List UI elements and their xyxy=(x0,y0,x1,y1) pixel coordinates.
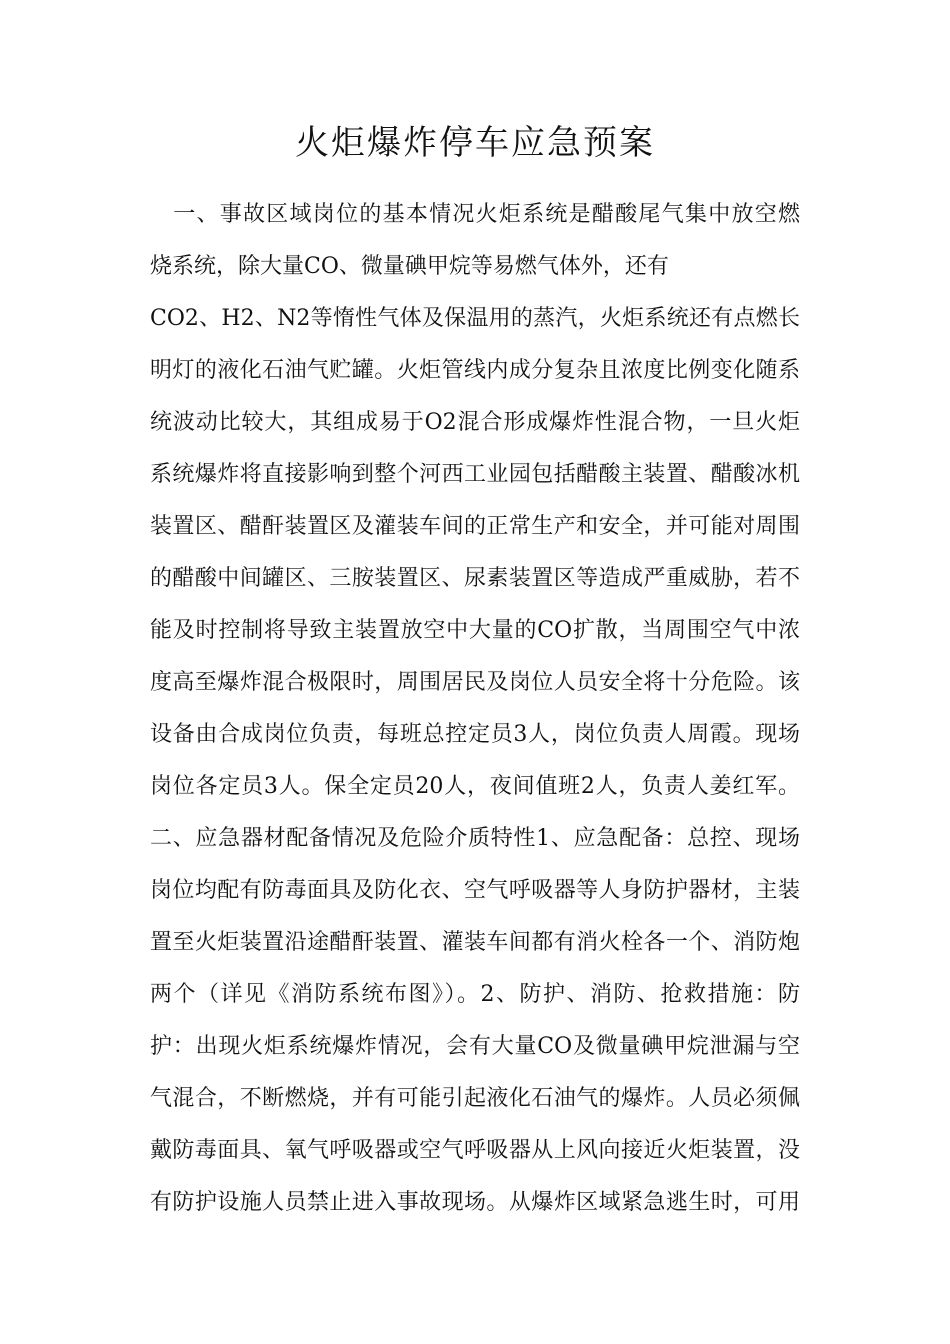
body-line-18: 气混合，不断燃烧，并有可能引起液化石油气的爆炸。人员必须佩 xyxy=(150,1086,800,1111)
body-line-1: 一、事故区域岗位的基本情况火炬系统是醋酸尾气集中放空燃 xyxy=(150,202,800,227)
body-line-17: 护：出现火炬系统爆炸情况，会有大量CO及微量碘甲烷泄漏与空 xyxy=(150,1034,800,1059)
body-line-4: 明灯的液化石油气贮罐。火炬管线内成分复杂且浓度比例变化随系 xyxy=(150,358,800,383)
body-line-11: 设备由合成岗位负责，每班总控定员3人，岗位负责人周霞。现场 xyxy=(150,722,800,747)
body-line-10: 度高至爆炸混合极限时，周围居民及岗位人员安全将十分危险。该 xyxy=(150,670,800,695)
body-line-12: 岗位各定员3人。保全定员20人，夜间值班2人，负责人姜红军。 xyxy=(150,774,800,799)
body-line-14: 岗位均配有防毒面具及防化衣、空气呼吸器等人身防护器材，主装 xyxy=(150,878,800,903)
body-line-20: 有防护设施人员禁止进入事故现场。从爆炸区域紧急逃生时，可用 xyxy=(150,1190,800,1215)
body-line-9: 能及时控制将导致主装置放空中大量的CO扩散，当周围空气中浓 xyxy=(150,618,800,643)
body-line-13: 二、应急器材配备情况及危险介质特性1、应急配备：总控、现场 xyxy=(150,826,800,851)
body-line-8: 的醋酸中间罐区、三胺装置区、尿素装置区等造成严重威胁，若不 xyxy=(150,566,800,591)
body-line-19: 戴防毒面具、氧气呼吸器或空气呼吸器从上风向接近火炬装置，没 xyxy=(150,1138,800,1163)
body-line-5: 统波动比较大，其组成易于O2混合形成爆炸性混合物，一旦火炬 xyxy=(150,410,800,435)
document-title: 火炬爆炸停车应急预案 xyxy=(295,123,655,163)
body-line-2: 烧系统，除大量CO、微量碘甲烷等易燃气体外，还有 xyxy=(150,254,669,279)
body-line-3: CO2、H2、N2等惰性气体及保温用的蒸汽，火炬系统还有点燃长 xyxy=(150,306,800,331)
body-line-15: 置至火炬装置沿途醋酐装置、灌装车间都有消火栓各一个、消防炮 xyxy=(150,930,800,955)
body-line-7: 装置区、醋酐装置区及灌装车间的正常生产和安全，并可能对周围 xyxy=(150,514,800,539)
body-line-16: 两个（详见《消防系统布图》）。2、防护、消防、抢救措施：防 xyxy=(150,982,800,1007)
body-line-6: 系统爆炸将直接影响到整个河西工业园包括醋酸主装置、醋酸冰机 xyxy=(150,462,800,487)
